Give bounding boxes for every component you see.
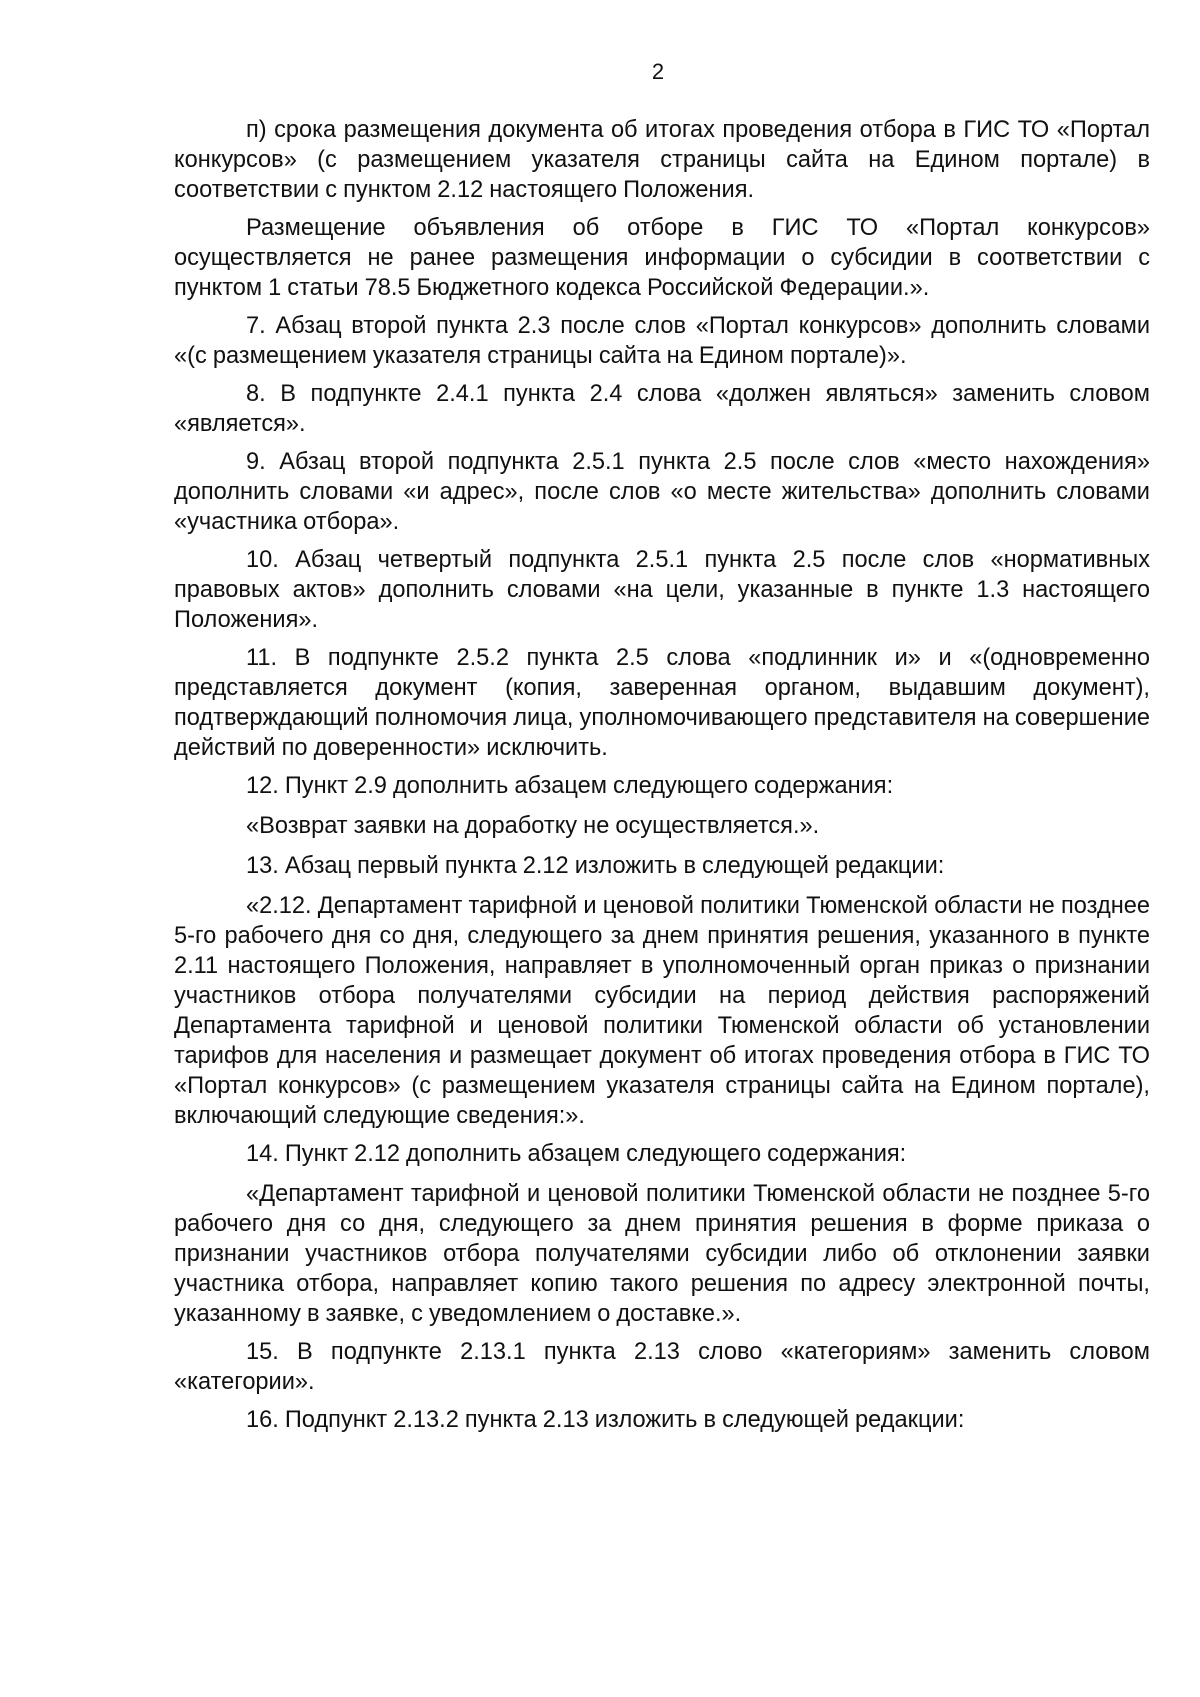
paragraph-item-9: 9. Абзац второй подпункта 2.5.1 пункта 2.5 после слов «место нахождения» дополнить словами «и адрес», после слов «о месте жительства» дополнить словами «участника отбора».: [174, 449, 1150, 535]
paragraph-item-12: 12. Пункт 2.9 дополнить абзацем следующего содержания:: [246, 773, 894, 799]
paragraph-item-8: 8. В подпункте 2.4.1 пункта 2.4 слова «должен являться» заменить словом «является».: [174, 381, 1150, 437]
paragraph-item-13: 13. Абзац первый пункта 2.12 изложить в следующей редакции:: [246, 853, 945, 879]
paragraph-item-11: 11. В подпункте 2.5.2 пункта 2.5 слова «подлинник и» и «(одновременно представляется документ (копия, заверенная органом, выдавшим документ), подтверждающий полномочия лица, уполномочивающего представителя на совершение действий по доверенности» исключить.: [174, 645, 1150, 761]
paragraph-item-13-quote: «2.12. Департамент тарифной и ценовой политики Тюменской области не позднее 5-го рабочего дня со дня, следующего за днем принятия решения, указанного в пункте 2.11 настоящего Положения, направляет в уполномоченный орган приказ о признании участников отбора получателями субсидии на период действия распоряжений Департамента тарифной и ценовой политики Тюменской области об установлении тарифов для населения и размещает документ об итогах проведения отбора в ГИС ТО «Портал конкурсов» (с размещением указателя страницы сайта на Едином портале), включающий следующие сведения:».: [174, 893, 1150, 1129]
paragraph-announcement-placement: Размещение объявления об отборе в ГИС ТО «Портал конкурсов» осуществляется не ранее размещения информации о субсидии в соответствии с пунктом 1 статьи 78.5 Бюджетного кодекса Российской Федерации.».: [174, 215, 1150, 301]
document-body: [174, 115, 1150, 1443]
paragraph-item-10: 10. Абзац четвертый подпункта 2.5.1 пункта 2.5 после слов «нормативных правовых актов» дополнить словами «на цели, указанные в пункте 1.3 настоящего Положения».: [174, 547, 1150, 633]
page-number: 2: [651, 59, 665, 84]
paragraph-p-item: п) срока размещения документа об итогах проведения отбора в ГИС ТО «Портал конкурсов» (с размещением указателя страницы сайта на Едином портале) в соответствии с пунктом 2.12 настоящего Положения.: [174, 117, 1150, 203]
paragraph-item-14: 14. Пункт 2.12 дополнить абзацем следующего содержания:: [246, 1141, 907, 1167]
paragraph-item-16: 16. Подпункт 2.13.2 пункта 2.13 изложить в следующей редакции:: [246, 1407, 965, 1433]
paragraph-item-7: 7. Абзац второй пункта 2.3 после слов «Портал конкурсов» дополнить словами «(с размещением указателя страницы сайта на Едином портале)».: [174, 313, 1150, 369]
paragraph-item-15: 15. В подпункте 2.13.1 пункта 2.13 слово «категориям» заменить словом «категории».: [174, 1339, 1150, 1395]
paragraph-item-14-quote: «Департамент тарифной и ценовой политики Тюменской области не позднее 5-го рабочего дня со дня, следующего за днем принятия решения в форме приказа о признании участников отбора получателями субсидии либо об отклонении заявки участника отбора, направляет копию такого решения по адресу электронной почты, указанному в заявке, с уведомлением о доставке.».: [174, 1181, 1150, 1327]
paragraph-item-12-quote: «Возврат заявки на доработку не осуществляется.».: [246, 813, 820, 839]
